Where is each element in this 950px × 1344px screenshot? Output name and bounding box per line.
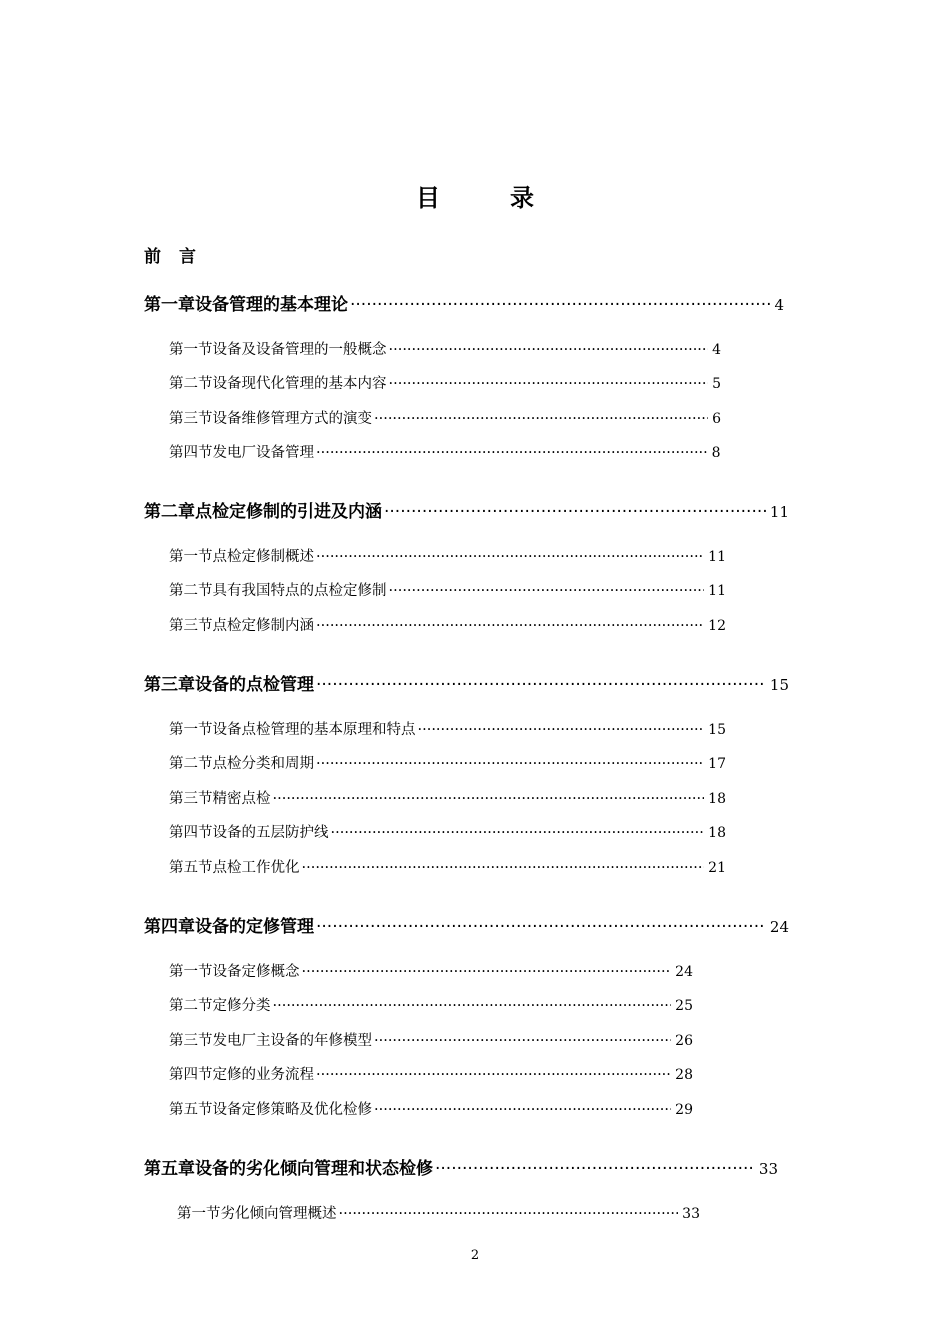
- section-page-number: 12: [708, 618, 726, 634]
- section-number: 第三节: [169, 791, 213, 807]
- chapter-page-number: 4: [774, 296, 784, 314]
- section-title: 设备及设备管理的一般概念: [212, 342, 387, 358]
- preface-char-1: 前: [144, 247, 161, 267]
- section-number: 第一节: [169, 342, 213, 358]
- toc-section-2-1[interactable]: [169, 545, 726, 566]
- section-title: 点检分类和周期: [212, 756, 314, 772]
- toc-section-1-3[interactable]: [169, 407, 721, 428]
- section-page-number: 26: [675, 1033, 693, 1049]
- section-number: 第二节: [169, 376, 213, 392]
- section-number: 第一节: [177, 1206, 221, 1222]
- dot-leader: [316, 1067, 671, 1083]
- section-page-number: 25: [675, 998, 693, 1014]
- section-page-number: 8: [711, 445, 721, 461]
- section-number: 第四节: [169, 825, 213, 841]
- section-page-number: 6: [712, 411, 721, 427]
- section-title: 设备的五层防护线: [212, 825, 329, 841]
- toc-preface[interactable]: [144, 242, 196, 267]
- toc-section-1-1[interactable]: [169, 338, 721, 359]
- section-title: 点检定修制内涵: [212, 618, 314, 634]
- dot-leader: [389, 376, 709, 392]
- toc-title-char-2: 录: [510, 184, 534, 212]
- toc-section-3-1[interactable]: [169, 718, 726, 739]
- section-number: 第四节: [169, 445, 213, 461]
- toc-chapter-1[interactable]: [144, 290, 784, 315]
- toc-section-3-4[interactable]: [169, 821, 726, 842]
- toc-section-4-4[interactable]: [169, 1063, 693, 1084]
- section-page-number: 21: [708, 860, 726, 876]
- section-title: 劣化倾向管理概述: [220, 1206, 337, 1222]
- toc-section-3-2[interactable]: [169, 752, 726, 773]
- toc-title-char-1: 目: [416, 184, 440, 212]
- section-number: 第三节: [169, 618, 213, 634]
- section-title: 点检定修制概述: [212, 549, 314, 565]
- section-page-number: 4: [712, 342, 721, 358]
- section-page-number: 11: [708, 549, 726, 565]
- section-title: 设备定修策略及优化检修: [212, 1102, 372, 1118]
- section-page-number: 5: [712, 376, 721, 392]
- dot-leader: [331, 825, 705, 841]
- section-number: 第一节: [169, 964, 213, 980]
- section-title: 设备定修概念: [212, 964, 300, 980]
- dot-leader: [273, 998, 672, 1014]
- chapter-title: 设备的点检管理: [195, 675, 314, 695]
- section-number: 第二节: [169, 583, 213, 599]
- section-number: 第四节: [169, 1067, 213, 1083]
- section-number: 第三节: [169, 1033, 213, 1049]
- chapter-page-number: 11: [769, 503, 789, 521]
- section-number: 第一节: [169, 722, 213, 738]
- section-number: 第二节: [169, 756, 213, 772]
- section-page-number: 18: [708, 825, 726, 841]
- toc-section-4-3[interactable]: [169, 1029, 693, 1050]
- section-number: 第五节: [169, 860, 213, 876]
- section-title: 点检工作优化: [212, 860, 300, 876]
- page-number-footer: 2: [470, 1248, 480, 1263]
- toc-chapter-5[interactable]: [144, 1154, 778, 1179]
- section-number: 第三节: [169, 411, 213, 427]
- toc-chapter-2[interactable]: [144, 497, 789, 522]
- chapter-page-number: 24: [769, 918, 789, 936]
- chapter-title: 设备的定修管理: [195, 917, 314, 937]
- chapter-title: 点检定修制的引进及内涵: [195, 502, 382, 522]
- toc-section-5-1[interactable]: [177, 1202, 700, 1223]
- section-number: 第五节: [169, 1102, 213, 1118]
- dot-leader: [316, 917, 766, 937]
- dot-leader: [339, 1206, 679, 1222]
- dot-leader: [316, 756, 704, 772]
- chapter-title: 设备的劣化倾向管理和状态检修: [195, 1159, 433, 1179]
- dot-leader: [374, 1102, 671, 1118]
- section-page-number: 33: [682, 1206, 700, 1222]
- section-title: 设备维修管理方式的演变: [212, 411, 372, 427]
- toc-title: [0, 178, 950, 213]
- section-title: 设备点检管理的基本原理和特点: [212, 722, 416, 738]
- toc-section-3-5[interactable]: [169, 856, 726, 877]
- dot-leader: [389, 342, 709, 358]
- chapter-page-number: 15: [769, 676, 789, 694]
- dot-leader: [435, 1159, 755, 1179]
- chapter-number: 第五章: [144, 1159, 195, 1179]
- section-title: 发电厂主设备的年修模型: [212, 1033, 372, 1049]
- dot-leader: [316, 618, 704, 634]
- toc-section-4-2[interactable]: [169, 994, 693, 1015]
- toc-chapter-4[interactable]: [144, 912, 789, 937]
- section-page-number: 24: [675, 964, 693, 980]
- chapter-number: 第一章: [144, 295, 195, 315]
- section-page-number: 28: [675, 1067, 693, 1083]
- section-page-number: 29: [675, 1102, 693, 1118]
- toc-section-1-2[interactable]: [169, 372, 721, 393]
- dot-leader: [302, 860, 705, 876]
- section-page-number: 15: [708, 722, 726, 738]
- preface-char-2: 言: [179, 247, 196, 267]
- dot-leader: [316, 445, 708, 461]
- section-title: 发电厂设备管理: [212, 445, 314, 461]
- dot-leader: [418, 722, 705, 738]
- section-title: 定修的业务流程: [212, 1067, 314, 1083]
- chapter-number: 第二章: [144, 502, 195, 522]
- dot-leader: [316, 549, 704, 565]
- section-title: 精密点检: [212, 791, 271, 807]
- toc-section-4-5[interactable]: [169, 1098, 693, 1119]
- chapter-title: 设备管理的基本理论: [195, 295, 348, 315]
- section-page-number: 17: [708, 756, 726, 772]
- toc-section-1-4[interactable]: [169, 441, 721, 462]
- chapter-number: 第三章: [144, 675, 195, 695]
- section-number: 第二节: [169, 998, 213, 1014]
- section-page-number: 11: [708, 583, 726, 599]
- dot-leader: [389, 583, 705, 599]
- toc-section-2-2[interactable]: [169, 579, 726, 600]
- dot-leader: [374, 411, 708, 427]
- section-page-number: 18: [708, 791, 726, 807]
- section-number: 第一节: [169, 549, 213, 565]
- dot-leader: [302, 964, 672, 980]
- chapter-number: 第四章: [144, 917, 195, 937]
- toc-chapter-3[interactable]: [144, 670, 789, 695]
- dot-leader: [374, 1033, 671, 1049]
- dot-leader: [273, 791, 705, 807]
- dot-leader: [316, 675, 766, 695]
- toc-section-4-1[interactable]: [169, 960, 693, 981]
- section-title: 设备现代化管理的基本内容: [212, 376, 387, 392]
- dot-leader: [384, 502, 766, 522]
- toc-section-2-3[interactable]: [169, 614, 726, 635]
- toc-section-3-3[interactable]: [169, 787, 726, 808]
- dot-leader: [350, 295, 770, 315]
- chapter-page-number: 33: [758, 1160, 778, 1178]
- section-title: 定修分类: [212, 998, 271, 1014]
- section-title: 具有我国特点的点检定修制: [212, 583, 387, 599]
